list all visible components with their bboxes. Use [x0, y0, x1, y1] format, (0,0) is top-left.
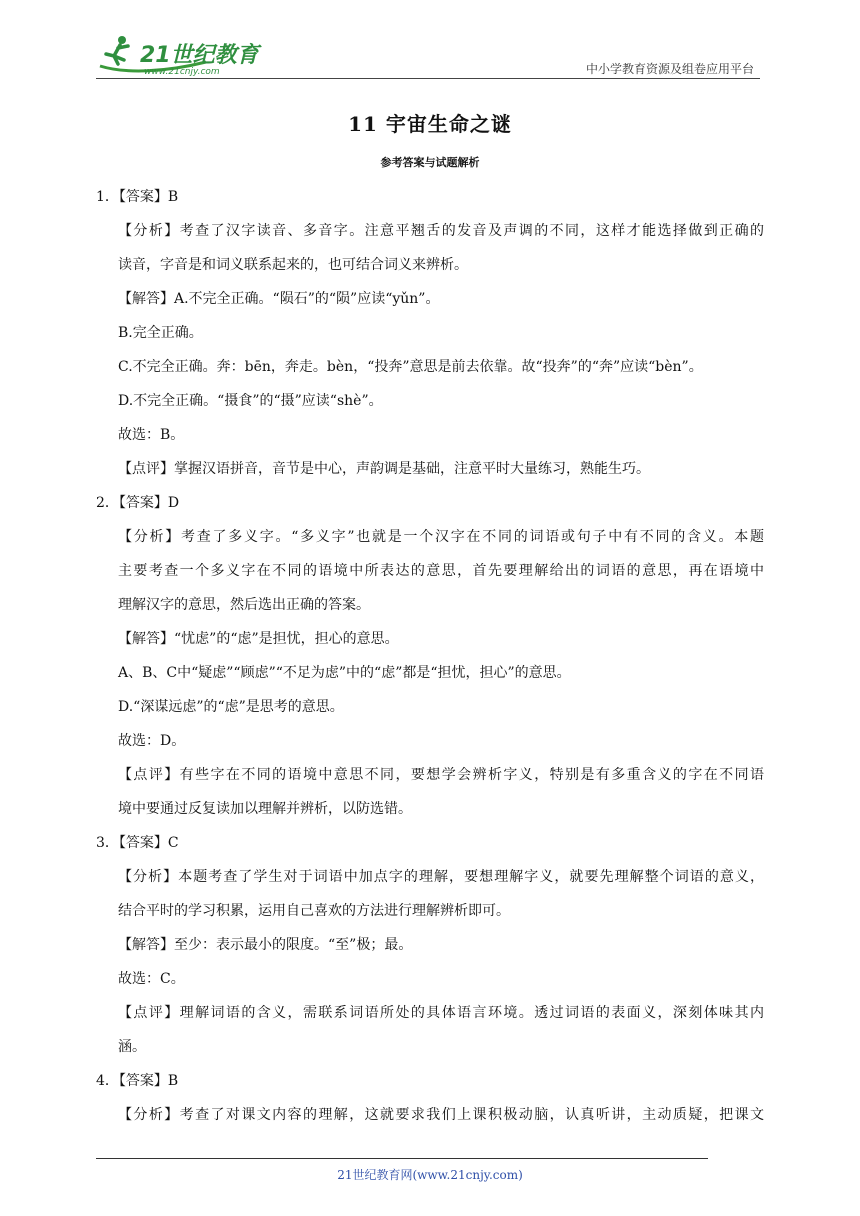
answer-text-line: 故选：D。 [118, 733, 186, 749]
answer-text-line: 故选：B。 [118, 427, 185, 443]
answer-text-line: 理解汉字的意思，然后选出正确的答案。 [118, 597, 370, 613]
answer-content [96, 180, 764, 1132]
question-number-line: 3．【答案】C [96, 835, 179, 851]
answer-text-line: 【点评】理解词语的含义，需联系词语所处的具体语言环境。透过词语的表面义，深刻体味其内 [118, 1005, 764, 1021]
answer-text-line: 【分析】考查了多义字。“多义字”也就是一个汉字在不同的词语或句子中有不同的含义。本题 [118, 529, 764, 545]
platform-name: 中小学教育资源及组卷应用平台 [585, 62, 754, 76]
answer-text-line: 【分析】考查了汉字读音、多音字。注意平翘舌的发音及声调的不同，这样才能选择做到正确的 [118, 223, 764, 239]
site-logo [96, 32, 266, 78]
answer-text-line: 【分析】考查了对课文内容的理解，这就要求我们上课积极动脑，认真听讲，主动质疑，把课文 [118, 1107, 764, 1123]
answer-text-line: 主要考查一个多义字在不同的语境中所表达的意思，首先要理解给出的词语的意思，再在语境中 [118, 563, 764, 579]
answer-text-line: 境中要通过反复读加以理解并辨析，以防选错。 [118, 801, 412, 817]
page-footer: 21世纪教育网(www.21cnjy.com) [337, 1168, 523, 1182]
answer-text-line: 【解答】“忧虑”的“虑”是担忧，担心的意思。 [118, 631, 399, 647]
document-title: 11 宇宙生命之谜 [348, 112, 512, 136]
answer-text-line: A、B、C中“疑虑”“顾虑”“不足为虑”中的“虑”都是“担忧，担心”的意思。 [118, 665, 571, 681]
svg-text:21世纪教育: 21世纪教育 [140, 43, 259, 68]
svg-text:www.21cnjy.com: www.21cnjy.com [144, 67, 220, 77]
answer-text-line: 【点评】有些字在不同的语境中意思不同，要想学会辨析字义，特别是有多重含义的字在不同语 [118, 767, 764, 783]
footer-divider [96, 1158, 708, 1159]
answer-text-line: 【解答】至少：表示最小的限度。“至”极；最。 [118, 937, 413, 953]
page-header [96, 30, 760, 78]
answer-text-line: D.不完全正确。“摄食”的“摄”应读“shè”。 [118, 393, 383, 409]
answer-text-line: D.“深谋远虑”的“虑”是思考的意思。 [118, 699, 344, 715]
answer-text-line: B.完全正确。 [118, 325, 203, 341]
question-number-line: 1．【答案】B [96, 189, 179, 205]
answer-text-line: 【点评】掌握汉语拼音，音节是中心，声韵调是基础，注意平时大量练习，熟能生巧。 [118, 461, 650, 477]
answer-text-line: 故选：C。 [118, 971, 185, 987]
document-subtitle: 参考答案与试题解析 [380, 156, 480, 169]
answer-text-line: 【解答】A.不完全正确。“陨石”的“陨”应读“yǔn”。 [118, 291, 440, 307]
answer-text-line: 结合平时的学习积累，运用自己喜欢的方法进行理解辨析即可。 [118, 903, 510, 919]
answer-text-line: C.不完全正确。奔：bēn，奔走。bèn，“投奔”意思是前去依靠。故“投奔”的“奔”应读“bèn”。 [118, 359, 703, 375]
answer-text-line: 涵。 [118, 1039, 146, 1055]
answer-text-line: 【分析】本题考查了学生对于词语中加点字的理解，要想理解字义，就要先理解整个词语的意义， [118, 869, 764, 885]
question-number-line: 2．【答案】D [96, 495, 180, 511]
question-number-line: 4．【答案】B [96, 1073, 179, 1089]
header-divider [96, 78, 760, 79]
answer-text-line: 读音，字音是和词义联系起来的，也可结合词义来辨析。 [118, 257, 468, 273]
